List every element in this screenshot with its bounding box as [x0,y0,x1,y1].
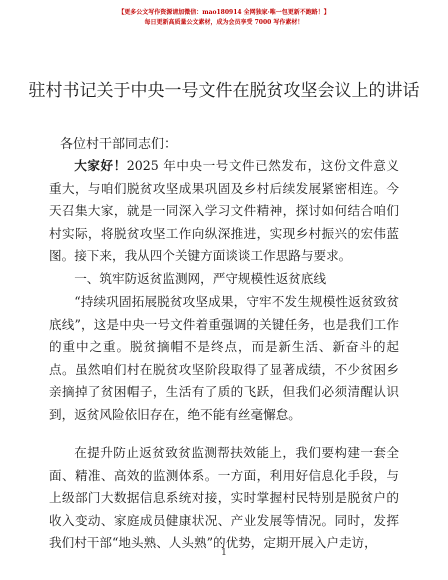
paragraph-monitoring: 在提升防止返贫致贫监测帮扶效能上，我们要构建一套全面、精准、高效的监测体系。一方面，利用好信息化手段，与上级部门大数据信息系统对接，实时掌握村民特别是脱贫户的收入变动、家庭成员健康状况、产业发展等情况。同时，发挥我们村干部“地头熟、人头熟”的优势，定期开展入户走访， [49,445,399,551]
paragraph-section1: “持续巩固拓展脱贫攻坚成果，守牢不发生规模性返贫致贫底线”，这是中央一号文件着重强调的关键任务，也是我们工作的重中之重。脱贫摘帽不是终点，而是新生活、新奋斗的起点。虽然咱们村在脱贫攻坚阶段取得了显著成绩，不少贫困乡亲摘掉了贫困帽子，生活有了质的飞跃，但我们必须清醒认识到，返贫风险依旧存在，绝不能有丝毫懈怠。 [49,294,399,422]
banner-line-1: 【更多公文写作资源请加微信：mao180914 全网独家·唯一包更新不跑路！】 [118,9,330,16]
promo-banner [0,8,448,28]
paragraph-intro [49,155,399,268]
document-title: 驻村书记关于中央一号文件在脱贫攻坚会议上的讲话 [28,81,420,101]
banner-line-2: 每日更新高质量公文素材，成为会员享受 7000 写作素材！ [144,19,304,26]
page-number: 1 [221,548,227,558]
section-heading-1: 一、筑牢防返贫监测网，严守规模性返贫底线 [74,271,327,286]
salutation: 各位村干部同志们： [60,137,178,152]
intro-lead: 大家好！ [74,158,127,173]
intro-body: 2025 年中央一号文件已然发布，这份文件意义重大，与咱们脱贫攻坚成果巩固及乡村后续发展紧密相连。今天召集大家，就是一同深入学习文件精神，探讨如何结合咱们村实际，将脱贫攻坚工作向纵深推进，实现乡村振兴的宏伟蓝图。接下来，我从四个关键方面谈谈工作思路与要求。 [49,158,399,264]
